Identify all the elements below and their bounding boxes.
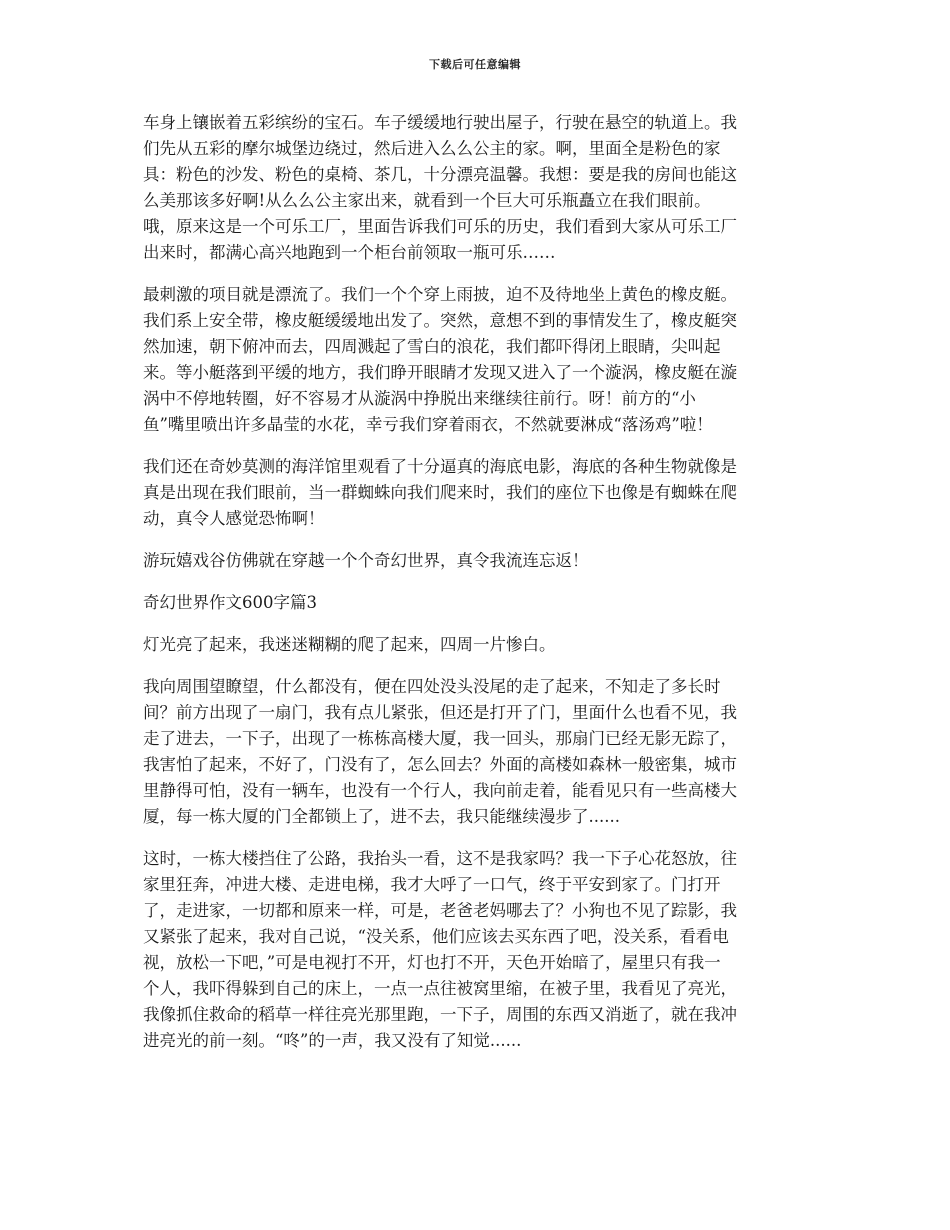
paragraph bbox=[143, 632, 811, 658]
section-heading: 奇幻世界作文600字篇3 bbox=[143, 593, 317, 612]
text-line: 家里狂奔，冲进大楼、走进电梯，我才大呼了一口气，终于平安到家了。门打开 bbox=[143, 875, 721, 894]
text-line: 厦，每一栋大厦的门全都锁上了，进不去，我只能继续漫步了...... bbox=[143, 807, 620, 826]
text-line: 我害怕了起来，不好了，门没有了，怎么回去？外面的高楼如森林一般密集，城市 bbox=[143, 755, 737, 774]
text-line: 涡中不停地转圈，好不容易才从漩涡中挣脱出来继续往前行。呀！前方的“小 bbox=[143, 389, 696, 408]
text-line: 间？前方出现了一扇门，我有点儿紧张，但还是打开了门，里面什么也看不见，我 bbox=[143, 703, 737, 722]
document-body bbox=[143, 110, 811, 1070]
text-line: 了，走进家，一切都和原来一样，可是，老爸老妈哪去了？小狗也不见了踪影，我 bbox=[143, 901, 737, 920]
paragraph bbox=[143, 674, 811, 830]
text-line: 具：粉色的沙发、粉色的桌椅、茶几，十分漂亮温馨。我想：要是我的房间也能这 bbox=[143, 165, 737, 184]
text-line: 最刺激的项目就是漂流了。我们一个个穿上雨披，迫不及待地坐上黄色的橡皮艇。 bbox=[143, 285, 737, 304]
text-line: 动，真令人感觉恐怖啊！ bbox=[143, 509, 325, 528]
text-line: 车身上镶嵌着五彩缤纷的宝石。车子缓缓地行驶出屋子，行驶在悬空的轨道上。我 bbox=[143, 113, 737, 132]
paragraph bbox=[143, 454, 811, 532]
text-line: 么美那该多好啊!从么么公主家出来，就看到一个巨大可乐瓶矗立在我们眼前。 bbox=[143, 191, 711, 210]
text-line: 然加速，朝下俯冲而去，四周溅起了雪白的浪花，我们都吓得闭上眼睛，尖叫起 bbox=[143, 337, 721, 356]
text-line: 我向周围望瞭望，什么都没有，便在四处没头没尾的走了起来，不知走了多长时 bbox=[143, 677, 721, 696]
text-line: 我像抓住救命的稻草一样往亮光那里跑，一下子，周围的东西又消逝了，就在我冲 bbox=[143, 1005, 737, 1024]
text-line: 里静得可怕，没有一辆车，也没有一个行人，我向前走着，能看见只有一些高楼大 bbox=[143, 781, 737, 800]
text-line: 真是出现在我们眼前，当一群蜘蛛向我们爬来时，我们的座位下也像是有蜘蛛在爬 bbox=[143, 483, 737, 502]
text-line: 走了进去，一下子，出现了一栋栋高楼大厦，我一回头，那扇门已经无影无踪了， bbox=[143, 729, 737, 748]
text-line: 来。等小艇落到平缓的地方，我们睁开眼睛才发现又进入了一个漩涡，橡皮艇在漩 bbox=[143, 363, 737, 382]
text-block-1 bbox=[143, 110, 811, 574]
text-line: 我们还在奇妙莫测的海洋馆里观看了十分逼真的海底电影，海底的各种生物就像是 bbox=[143, 457, 737, 476]
text-line: 们先从五彩的摩尔城堡边绕过，然后进入么么公主的家。啊，里面全是粉色的家 bbox=[143, 139, 721, 158]
paragraph bbox=[143, 548, 811, 574]
paragraph bbox=[143, 282, 811, 438]
text-line: 进亮光的前一刻。“咚”的一声，我又没有了知觉...... bbox=[143, 1031, 522, 1050]
text-line: 游玩嬉戏谷仿佛就在穿越一个个奇幻世界，真令我流连忘返！ bbox=[143, 551, 589, 570]
text-line: 个人，我吓得躲到自己的床上，一点一点往被窝里缩，在被子里，我看见了亮光， bbox=[143, 979, 737, 998]
text-line: 鱼”嘴里喷出许多晶莹的水花，幸亏我们穿着雨衣，不然就要淋成“落汤鸡”啦！ bbox=[143, 415, 713, 434]
text-line: 视，放松一下吧，”可是电视打不开，灯也打不开，天色开始暗了，屋里只有我一 bbox=[143, 953, 721, 972]
text-line: 又紧张了起来，我对自己说，“没关系，他们应该去买东西了吧，没关系，看看电 bbox=[143, 927, 729, 946]
page-header: 下载后可任意编辑 bbox=[429, 58, 521, 71]
text-block-2 bbox=[143, 632, 811, 1054]
paragraph bbox=[143, 846, 811, 1054]
text-line: 哦，原来这是一个可乐工厂，里面告诉我们可乐的历史，我们看到大家从可乐工厂 bbox=[143, 217, 737, 236]
text-line: 出来时，都满心高兴地跑到一个柜台前领取一瓶可乐…… bbox=[143, 243, 556, 262]
text-line: 这时，一栋大楼挡住了公路，我抬头一看，这不是我家吗？我一下子心花怒放，往 bbox=[143, 849, 737, 868]
text-line: 灯光亮了起来，我迷迷糊糊的爬了起来，四周一片惨白。 bbox=[143, 635, 556, 654]
paragraph bbox=[143, 110, 811, 266]
text-line: 我们系上安全带，橡皮艇缓缓地出发了。突然，意想不到的事情发生了，橡皮艇突 bbox=[143, 311, 737, 330]
